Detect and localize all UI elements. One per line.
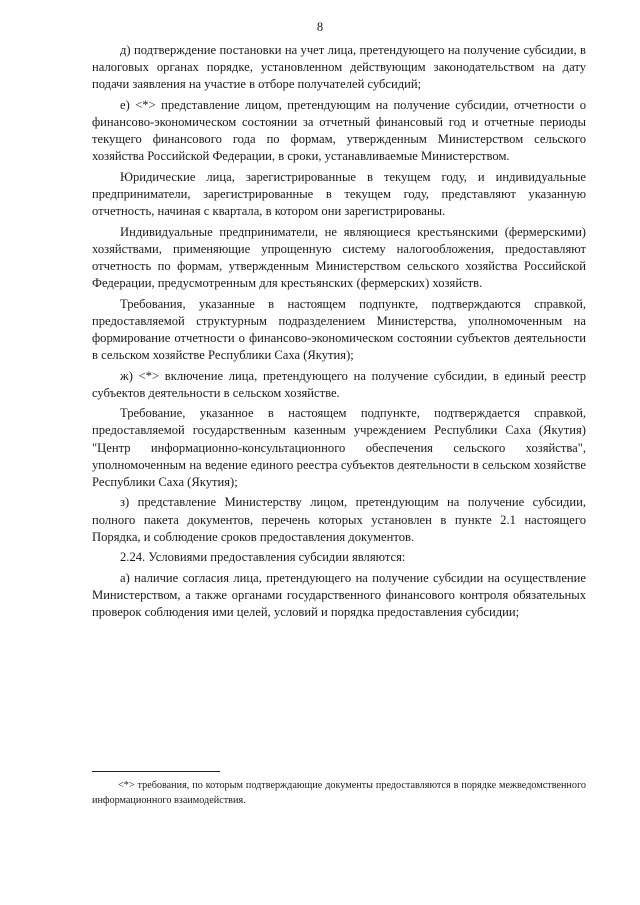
- paragraph-zh: ж) <*> включение лица, претендующего на получение субсидии, в единый реестр субъектов деятельности в сельском хозяйстве.: [92, 368, 586, 400]
- paragraph-individual-entrepreneurs: Индивидуальные предприниматели, не являющиеся крестьянскими (фермерскими) хозяйствами, применяющие упрощенную систему налогообложения, предоставляют отчетность по формам, утвержденным Министерством сельского хозяйства Российской Федерации, предусмотренным для крестьянских (фермерских) хозяйств.: [92, 224, 586, 291]
- paragraph-a-consent: а) наличие согласия лица, претендующего на получение субсидии на осуществление Министерством, а также органами государственного финансового контроля обязательных проверок соблюдения ими целей, условий и порядка предоставления субсидии;: [92, 570, 586, 619]
- paragraph-requirements-e: Требования, указанные в настоящем подпункте, подтверждаются справкой, предоставляемой структурным подразделением Министерства, уполномоченным на формирование отчетности о финансово-экономическом состоянии субъектов деятельности в сельском хозяйстве Республики Саха (Якутия);: [92, 296, 586, 363]
- paragraph-legal-entities: Юридические лица, зарегистрированные в текущем году, и индивидуальные предприниматели, зарегистрированные в текущем году, представляют указанную отчетность, начиная с квартала, в котором они зарегистрированы.: [92, 169, 586, 219]
- paragraph-d: д) подтверждение постановки на учет лица, претендующего на получение субсидии, в налоговых органах порядке, установленном действующим законодательством на дату подачи заявления на участие в отборе получателей субсидий;: [92, 43, 586, 92]
- paragraph-e: е) <*> представление лицом, претендующим на получение субсидии, отчетности о финансово-экономическом состоянии за отчетный финансовый год и отчетные периоды текущего финансового года по формам, утвержденным Министерством сельского хозяйства Российской Федерации, в сроки, устанавливаемые Министерством.: [92, 97, 586, 164]
- document-body: [92, 42, 586, 624]
- page-number: 8: [316, 20, 324, 34]
- paragraph-z: з) представление Министерству лицом, претендующим на получение субсидии, полного пакета документов, перечень которых установлен в пункте 2.1 настоящего Порядка, и соблюдение сроков предоставления документов.: [92, 495, 586, 544]
- footnote: <*> требования, по которым подтверждающие документы предоставляются в порядке межведомственного информационного взаимодействия.: [92, 780, 586, 806]
- footnote-divider: [92, 771, 220, 772]
- paragraph-requirement-zh: Требование, указанное в настоящем подпункте, подтверждается справкой, предоставляемой государственным казенным учреждением Республики Саха (Якутия) "Центр информационно-консультационного обеспечения сельского хозяйства", уполномоченным на ведение единого реестра субъектов деятельности в сельском хозяйстве Республики Саха (Якутия);: [92, 406, 586, 489]
- paragraph-2-24-heading: 2.24. Условиями предоставления субсидии являются:: [120, 550, 406, 565]
